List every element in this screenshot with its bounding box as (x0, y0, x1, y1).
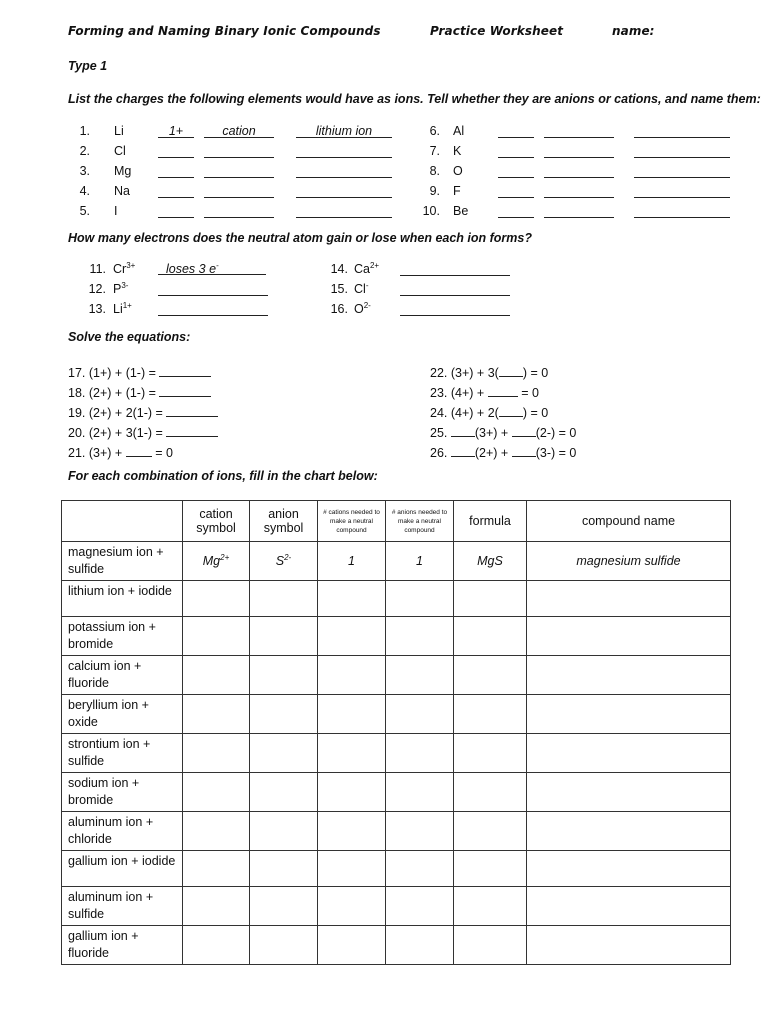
compound-name-cell[interactable] (527, 887, 731, 926)
equation-blank[interactable] (512, 423, 536, 437)
type-blank[interactable] (204, 164, 274, 178)
anions-needed-cell[interactable] (386, 617, 454, 656)
type-blank[interactable] (544, 124, 614, 138)
table-row (62, 656, 731, 695)
chart-body (62, 581, 731, 965)
combination-cell: sodium ion + bromide (62, 773, 183, 812)
worksheet-title: Forming and Naming Binary Ionic Compounds (68, 24, 381, 38)
electron-blank[interactable] (400, 302, 510, 316)
charge-blank[interactable] (158, 184, 194, 198)
name-blank[interactable] (296, 164, 392, 178)
cation-symbol-header: cation symbol (183, 501, 250, 542)
formula-cell: MgS (454, 542, 527, 581)
anion-symbol-cell[interactable] (250, 812, 318, 851)
cation-symbol-cell[interactable] (183, 926, 250, 965)
electron-blank[interactable] (158, 302, 268, 316)
equation-blank[interactable] (159, 363, 211, 377)
cations-needed-header: # cations needed to make a neutral compound (318, 501, 386, 542)
cations-needed-cell[interactable] (318, 926, 386, 965)
list-item: 16. $O^{2-}$ (310, 302, 530, 320)
name-blank[interactable] (634, 184, 730, 198)
cations-needed-cell[interactable] (318, 617, 386, 656)
type-blank[interactable] (544, 184, 614, 198)
electron-blank[interactable] (158, 282, 268, 296)
electron-blank[interactable] (400, 262, 510, 276)
compound-name-cell[interactable] (527, 695, 731, 734)
cation-symbol-cell[interactable] (183, 617, 250, 656)
table-row (62, 812, 731, 851)
equation-item: 26. (2+) + (3-) = 0 (430, 443, 576, 461)
list-item: 6. Al (418, 124, 738, 142)
compound-name-header: compound name (527, 501, 731, 542)
table-row (62, 695, 731, 734)
type-blank[interactable] (544, 164, 614, 178)
cations-needed-cell[interactable] (318, 734, 386, 773)
cation-symbol-cell[interactable] (183, 851, 250, 887)
anions-needed-header: # anions needed to make a neutral compound (386, 501, 454, 542)
table-row (62, 926, 731, 965)
anion-symbol-cell[interactable] (250, 773, 318, 812)
anions-needed-cell[interactable] (386, 926, 454, 965)
cations-needed-cell[interactable] (318, 851, 386, 887)
combination-cell: gallium ion + fluoride (62, 926, 183, 965)
cation-symbol-cell[interactable] (183, 887, 250, 926)
anion-symbol-cell[interactable] (250, 734, 318, 773)
list-item: 1. Li 1+ cation lithium ion (68, 124, 408, 142)
list-item: 11. $Cr^{3+}$ loses 3 e- (68, 262, 308, 280)
name-blank[interactable] (296, 184, 392, 198)
name-answer[interactable]: lithium ion (296, 124, 392, 138)
cations-needed-cell[interactable] (318, 656, 386, 695)
combination-cell: beryllium ion + oxide (62, 695, 183, 734)
type-answer[interactable]: cation (204, 124, 274, 138)
combination-cell: strontium ion + sulfide (62, 734, 183, 773)
type-blank[interactable] (204, 184, 274, 198)
combination-header (62, 501, 183, 542)
table-row (62, 581, 731, 617)
list-item: 9. F (418, 184, 738, 202)
equation-blank[interactable] (166, 403, 218, 417)
name-blank[interactable] (634, 164, 730, 178)
worksheet-subtitle: Practice Worksheet (430, 24, 564, 38)
list-item: 8. O (418, 164, 738, 182)
cation-symbol-cell[interactable] (183, 812, 250, 851)
compound-name-cell[interactable] (527, 581, 731, 617)
cations-needed-cell[interactable] (318, 812, 386, 851)
combination-cell: lithium ion + iodide (62, 581, 183, 617)
anions-needed-cell: 1 (386, 542, 454, 581)
list-item: 5. I (68, 204, 408, 222)
electron-blank[interactable] (400, 282, 510, 296)
formula-cell[interactable] (454, 851, 527, 887)
compound-name-cell[interactable] (527, 773, 731, 812)
equation-blank[interactable] (488, 383, 518, 397)
formula-header: formula (454, 501, 527, 542)
formula-cell[interactable] (454, 812, 527, 851)
charge-blank[interactable] (498, 124, 534, 138)
equation-blank[interactable] (126, 443, 152, 457)
charge-blank[interactable] (498, 164, 534, 178)
compound-name-cell: magnesium sulfide (527, 542, 731, 581)
list-item: 4. Na (68, 184, 408, 202)
combination-cell: aluminum ion + sulfide (62, 887, 183, 926)
equation-item: 21. (3+) + = 0 (68, 443, 173, 461)
anion-symbol-cell[interactable] (250, 656, 318, 695)
table-row (62, 542, 731, 581)
cation-symbol-cell[interactable] (183, 734, 250, 773)
cations-needed-cell[interactable] (318, 773, 386, 812)
section4-heading: For each combination of ions, fill in the chart below: (68, 469, 378, 483)
anion-symbol-cell[interactable] (250, 581, 318, 617)
equation-blank[interactable] (499, 363, 523, 377)
formula-cell[interactable] (454, 581, 527, 617)
formula-cell[interactable] (454, 695, 527, 734)
cation-symbol-cell[interactable] (183, 656, 250, 695)
equation-item: 20. (2+) + 3(1-) = (68, 423, 218, 441)
charge-blank[interactable] (498, 184, 534, 198)
electron-answer[interactable]: loses 3 e- (158, 262, 266, 275)
list-item: 3. Mg (68, 164, 408, 182)
anions-needed-cell[interactable] (386, 581, 454, 617)
table-row (62, 887, 731, 926)
anion-symbol-cell: $S^{2-}$ (250, 542, 318, 581)
equation-blank[interactable] (166, 423, 218, 437)
formula-cell[interactable] (454, 656, 527, 695)
equation-item: 23. (4+) + = 0 (430, 383, 539, 401)
anions-needed-cell[interactable] (386, 812, 454, 851)
formula-cell[interactable] (454, 773, 527, 812)
anions-needed-cell[interactable] (386, 773, 454, 812)
compound-name-cell[interactable] (527, 926, 731, 965)
list-item: 7. K (418, 144, 738, 162)
anion-symbol-cell[interactable] (250, 851, 318, 887)
anions-needed-cell[interactable] (386, 656, 454, 695)
cations-needed-cell[interactable] (318, 695, 386, 734)
anion-symbol-cell[interactable] (250, 887, 318, 926)
equation-blank[interactable] (159, 383, 211, 397)
anion-symbol-cell[interactable] (250, 695, 318, 734)
compound-name-cell[interactable] (527, 617, 731, 656)
cation-symbol-cell: $Mg^{2+}$ (183, 542, 250, 581)
table-row (62, 734, 731, 773)
equation-blank[interactable] (499, 403, 523, 417)
charge-blank[interactable] (498, 204, 534, 218)
compound-name-cell[interactable] (527, 851, 731, 887)
equation-item: 25. (3+) + (2-) = 0 (430, 423, 576, 441)
equation-item: 18. (2+) + (1-) = (68, 383, 211, 401)
combination-cell: potassium ion + bromide (62, 617, 183, 656)
table-row (62, 773, 731, 812)
anion-symbol-cell[interactable] (250, 617, 318, 656)
charge-blank[interactable] (158, 164, 194, 178)
type-label: Type 1 (68, 59, 108, 73)
equation-item: 22. (3+) + 3( ) = 0 (430, 363, 548, 381)
type-blank[interactable] (544, 204, 614, 218)
cation-symbol-cell[interactable] (183, 581, 250, 617)
name-blank[interactable] (634, 144, 730, 158)
list-item: 13. $Li^{1+}$ (68, 302, 308, 320)
equation-item: 24. (4+) + 2( ) = 0 (430, 403, 548, 421)
list-item: 12. $P^{3-}$ (68, 282, 308, 300)
name-blank[interactable] (296, 204, 392, 218)
formula-cell[interactable] (454, 887, 527, 926)
anion-symbol-cell[interactable] (250, 926, 318, 965)
charge-answer[interactable]: 1+ (158, 124, 194, 138)
equation-blank[interactable] (512, 443, 536, 457)
type-blank[interactable] (544, 144, 614, 158)
formula-cell[interactable] (454, 734, 527, 773)
compound-name-cell[interactable] (527, 656, 731, 695)
ionic-compounds-chart (61, 500, 731, 965)
name-blank[interactable] (296, 144, 392, 158)
compound-name-cell[interactable] (527, 734, 731, 773)
section2-question: How many electrons does the neutral atom gain or lose when each ion forms? (68, 231, 532, 245)
equation-item: 17. (1+) + (1-) = (68, 363, 211, 381)
name-label: name: (612, 24, 655, 38)
table-row (62, 617, 731, 656)
cations-needed-cell[interactable] (318, 887, 386, 926)
cation-symbol-cell[interactable] (183, 695, 250, 734)
equation-blank[interactable] (451, 423, 475, 437)
formula-cell[interactable] (454, 617, 527, 656)
formula-cell[interactable] (454, 926, 527, 965)
cations-needed-cell: 1 (318, 542, 386, 581)
section3-heading: Solve the equations: (68, 330, 191, 344)
charge-blank[interactable] (158, 144, 194, 158)
cation-symbol-cell[interactable] (183, 773, 250, 812)
anions-needed-cell[interactable] (386, 887, 454, 926)
anion-symbol-header: anion symbol (250, 501, 318, 542)
list-item: 10. Be (418, 204, 738, 222)
combination-cell: calcium ion + fluoride (62, 656, 183, 695)
charge-blank[interactable] (158, 204, 194, 218)
combination-cell: aluminum ion + chloride (62, 812, 183, 851)
type-blank[interactable] (204, 144, 274, 158)
name-blank[interactable] (634, 204, 730, 218)
list-item: 2. Cl (68, 144, 408, 162)
chart-header-row (62, 501, 731, 542)
combination-cell: gallium ion + iodide (62, 851, 183, 887)
anions-needed-cell[interactable] (386, 851, 454, 887)
section1-instruction: List the charges the following elements would have as ions. Tell whether they are anions or cations, and name them: (68, 92, 761, 106)
charge-blank[interactable] (498, 144, 534, 158)
type-blank[interactable] (204, 204, 274, 218)
name-blank[interactable] (634, 124, 730, 138)
cations-needed-cell[interactable] (318, 581, 386, 617)
combination-cell: magnesium ion + sulfide (62, 542, 183, 581)
list-item: 15. Cl- (310, 282, 530, 300)
table-row (62, 851, 731, 887)
compound-name-cell[interactable] (527, 812, 731, 851)
equation-item: 19. (2+) + 2(1-) = (68, 403, 218, 421)
anions-needed-cell[interactable] (386, 695, 454, 734)
anions-needed-cell[interactable] (386, 734, 454, 773)
list-item: 14. $Ca^{2+}$ (310, 262, 530, 280)
equation-blank[interactable] (451, 443, 475, 457)
